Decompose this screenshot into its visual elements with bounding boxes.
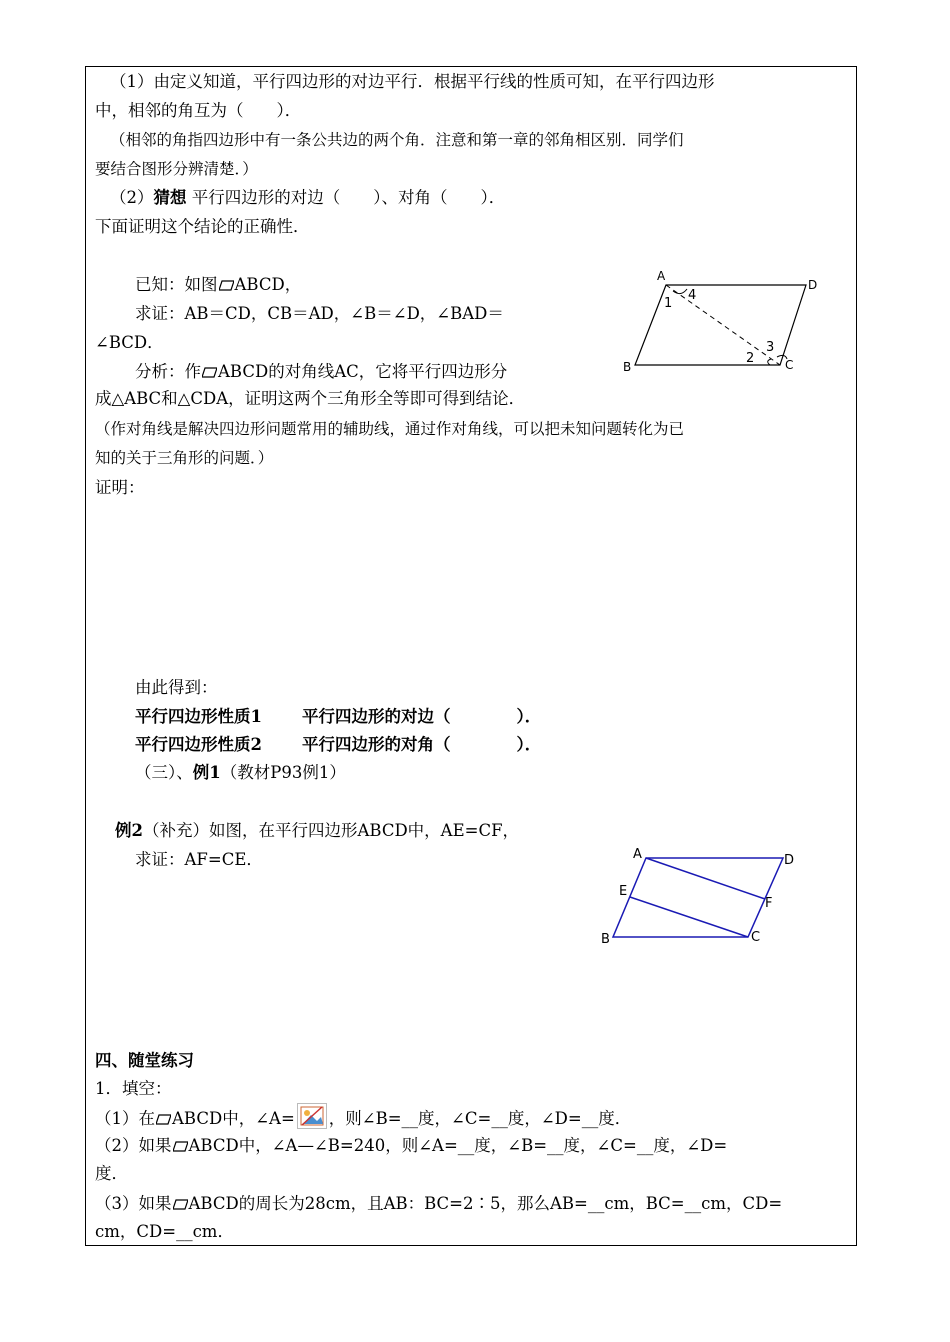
- label: ABCD中，∠A—∠B=240，则∠A=__度，∠B=__度，∠C=__度，∠D=: [188, 1136, 728, 1155]
- vertex-label: A: [633, 847, 642, 862]
- label: （3）如果: [95, 1194, 172, 1213]
- vertex-label: D: [808, 278, 818, 292]
- parallelogram-icon: [219, 280, 234, 291]
- prove-line: 求证：AB＝CD，CB＝AD，∠B＝∠D，∠BAD＝: [135, 304, 504, 323]
- broken-image-icon: [297, 1103, 327, 1129]
- question-3-cont: cm，CD=__cm．: [95, 1222, 234, 1241]
- angle-label: 2: [746, 351, 755, 366]
- text-line: 中，相邻的角互为（ ）．: [95, 101, 302, 120]
- question-2: [95, 1135, 727, 1157]
- vertex-label: C: [751, 930, 761, 945]
- example-1-line: [135, 762, 346, 784]
- label: 平行四边形的对角（ ）．: [301, 735, 542, 754]
- label: （补充）如图，在平行四边形ABCD中，AE=CF，: [142, 821, 520, 840]
- angle-mark: [768, 359, 771, 365]
- angle-label: 1: [664, 296, 673, 311]
- parallelogram-icon: [173, 1199, 188, 1210]
- label-bold: 例1: [192, 763, 221, 782]
- given-line: [135, 274, 301, 296]
- label: 平行四边形的对边（ ）．: [301, 707, 542, 726]
- angle-label: 3: [766, 340, 775, 355]
- vertex-label: C: [785, 358, 794, 372]
- vertex-label: F: [765, 896, 773, 911]
- text-line: （1）由定义知道，平行四边形的对边平行．根据平行线的性质可知，在平行四边形: [110, 72, 715, 91]
- label: 已知：如图: [135, 275, 218, 294]
- label: 平行四边形的对边（ ）、对角（ ）．: [186, 188, 506, 207]
- label: （教材P93例1）: [220, 763, 346, 782]
- example-2-prove: 求证：AF=CE．: [135, 850, 263, 869]
- label: 平行四边形性质2: [135, 735, 262, 754]
- label: ，则∠B=__度，∠C=__度，∠D=__度．: [328, 1109, 632, 1128]
- vertex-label: D: [784, 853, 795, 868]
- text-line: （相邻的角指四边形中有一条公共边的两个角．注意和第一章的邻角相区别．同学们: [110, 131, 684, 149]
- segment-af: [646, 858, 765, 899]
- label: 分析：作: [135, 362, 201, 381]
- analysis-line: [135, 361, 507, 383]
- label: （1）在: [95, 1109, 155, 1128]
- question-2-cont: 度．: [95, 1164, 128, 1183]
- vertex-label: B: [623, 360, 632, 374]
- proof-label: 证明：: [95, 478, 145, 497]
- label-bold: 猜想: [153, 188, 187, 207]
- label: 平行四边形性质1: [135, 707, 262, 726]
- section-title: 四、随堂练习: [95, 1051, 194, 1070]
- label: ABCD中，∠A=: [172, 1109, 295, 1128]
- parallelogram-shape: [613, 858, 783, 937]
- vertex-label: E: [619, 884, 628, 899]
- diagonal-ac: [666, 285, 780, 365]
- property-2: [135, 734, 541, 756]
- analysis-line: 成△ABC和△CDA，证明这两个三角形全等即可得到结论．: [95, 389, 526, 408]
- parallelogram-icon: [202, 367, 217, 378]
- text-line: 下面证明这个结论的正确性．: [95, 217, 310, 236]
- angle-label: 4: [688, 288, 697, 303]
- note-line: 知的关于三角形的问题．）: [95, 449, 274, 467]
- label: ABCD，: [234, 275, 302, 294]
- note-line: （作对角线是解决四边形问题常用的辅助线，通过作对角线，可以把未知问题转化为已: [95, 420, 685, 438]
- question-3: [95, 1193, 782, 1215]
- parallelogram-icon: [173, 1141, 188, 1152]
- prove-line: ∠BCD．: [95, 333, 164, 352]
- property-1: [135, 706, 541, 728]
- text-line: [110, 187, 505, 209]
- parallelogram-figure-2: [597, 845, 807, 950]
- vertex-label: B: [601, 932, 610, 947]
- parallelogram-figure-1: [615, 265, 830, 375]
- vertex-label: A: [657, 269, 666, 283]
- label-bold: 例2: [115, 821, 143, 840]
- segment-ec: [630, 897, 748, 937]
- parallelogram-icon: [156, 1114, 171, 1125]
- label: （三）、: [135, 763, 193, 782]
- conclusion-lead: 由此得到：: [135, 678, 218, 697]
- label: ABCD的对角线AC，它将平行四边形分: [218, 362, 508, 381]
- label: （2）: [110, 188, 154, 207]
- content-frame: [85, 66, 857, 1246]
- example-2-line: [115, 820, 519, 842]
- label: ABCD的周长为28cm，且AB：BC=2∶5，那么AB=__cm，BC=__cm，CD=: [188, 1194, 783, 1213]
- question-heading: 1．填空：: [95, 1079, 172, 1098]
- parallelogram-shape: [635, 285, 806, 365]
- question-1: [95, 1103, 631, 1130]
- label: （2）如果: [95, 1136, 172, 1155]
- text-line: 要结合图形分辨清楚．）: [95, 160, 258, 178]
